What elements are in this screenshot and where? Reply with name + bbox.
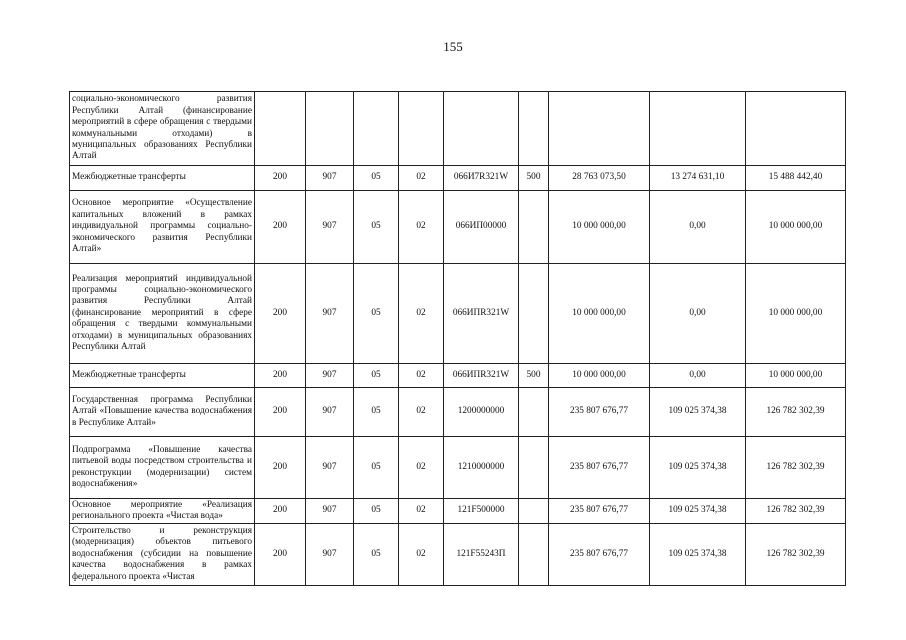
cell-sum-1: 235 807 676,77 <box>549 437 650 499</box>
cell-code-1: 200 <box>255 264 306 364</box>
cell-expense-type <box>519 92 549 166</box>
cell-sum-3: 10 000 000,00 <box>746 191 846 264</box>
cell-code-1: 200 <box>255 364 306 388</box>
cell-sum-2: 109 025 374,38 <box>650 524 746 586</box>
cell-sum-2: 0,00 <box>650 364 746 388</box>
cell-code-4: 02 <box>399 364 444 388</box>
cell-target-code: 1200000000 <box>444 388 519 437</box>
cell-sum-1: 10 000 000,00 <box>549 264 650 364</box>
table-row <box>70 264 846 364</box>
cell-sum-1: 10 000 000,00 <box>549 364 650 388</box>
cell-sum-1 <box>549 92 650 166</box>
budget-table <box>69 91 846 586</box>
table-row <box>70 364 846 388</box>
cell-sum-2 <box>650 92 746 166</box>
cell-expense-type: 500 <box>519 166 549 191</box>
cell-target-code: 121F55243П <box>444 524 519 586</box>
cell-expense-type <box>519 524 549 586</box>
cell-code-3: 05 <box>354 524 399 586</box>
cell-code-4: 02 <box>399 524 444 586</box>
cell-sum-3: 15 488 442,40 <box>746 166 846 191</box>
cell-code-2: 907 <box>306 364 354 388</box>
cell-code-3: 05 <box>354 499 399 524</box>
table-row <box>70 92 846 166</box>
cell-sum-3: 10 000 000,00 <box>746 364 846 388</box>
cell-expense-type: 500 <box>519 364 549 388</box>
cell-code-1: 200 <box>255 388 306 437</box>
cell-code-4: 02 <box>399 437 444 499</box>
cell-code-2: 907 <box>306 524 354 586</box>
cell-code-3: 05 <box>354 364 399 388</box>
cell-sum-1: 235 807 676,77 <box>549 524 650 586</box>
row-name: Основное мероприятие «Осуществление капитальных вложений в рамках индивидуальной программы социально-экономического развития Республики Алтай» <box>70 191 255 264</box>
cell-code-4: 02 <box>399 499 444 524</box>
cell-expense-type <box>519 388 549 437</box>
cell-code-1: 200 <box>255 437 306 499</box>
cell-code-3: 05 <box>354 264 399 364</box>
cell-code-4: 02 <box>399 191 444 264</box>
cell-code-4 <box>399 92 444 166</box>
cell-target-code: 066ИПR321W <box>444 364 519 388</box>
cell-code-3: 05 <box>354 437 399 499</box>
cell-sum-2: 109 025 374,38 <box>650 499 746 524</box>
cell-target-code <box>444 92 519 166</box>
cell-expense-type <box>519 437 549 499</box>
cell-sum-3: 10 000 000,00 <box>746 264 846 364</box>
cell-code-4: 02 <box>399 264 444 364</box>
cell-code-4: 02 <box>399 388 444 437</box>
row-name: Государственная программа Республики Алтай «Повышение качества водоснабжения в Республике Алтай» <box>70 388 255 437</box>
cell-code-3: 05 <box>354 388 399 437</box>
cell-code-1: 200 <box>255 191 306 264</box>
table-row <box>70 166 846 191</box>
row-name: социально-экономического развития Республики Алтай (финансирование мероприятий в сфере обращения с твердыми коммунальными отходами) в муниципальных образованиях Республики Алтай <box>70 92 255 166</box>
cell-code-2: 907 <box>306 191 354 264</box>
cell-code-2: 907 <box>306 499 354 524</box>
cell-sum-1: 235 807 676,77 <box>549 499 650 524</box>
cell-sum-2: 109 025 374,38 <box>650 437 746 499</box>
table-row <box>70 388 846 437</box>
cell-sum-1: 10 000 000,00 <box>549 191 650 264</box>
cell-sum-2: 0,00 <box>650 191 746 264</box>
table-row <box>70 191 846 264</box>
cell-code-2: 907 <box>306 264 354 364</box>
row-name: Реализация мероприятий индивидуальной программы социально-экономического развития Республики Алтай (финансирование мероприятий в сфере обращения с твердыми коммунальными отходами) в муниципальных образованиях Республики Алтай <box>70 264 255 364</box>
cell-target-code: 066ИП00000 <box>444 191 519 264</box>
cell-expense-type <box>519 264 549 364</box>
row-name: Межбюджетные трансферты <box>70 364 255 388</box>
table-row <box>70 524 846 586</box>
row-name: Строительство и реконструкция (модернизация) объектов питьевого водоснабжения (субсидии на повышение качества водоснабжения в рамках федерального проекта «Чистая <box>70 524 255 586</box>
table-row <box>70 437 846 499</box>
cell-code-2 <box>306 92 354 166</box>
cell-code-3: 05 <box>354 166 399 191</box>
cell-target-code: 066И7R321W <box>444 166 519 191</box>
cell-sum-1: 28 763 073,50 <box>549 166 650 191</box>
cell-code-4: 02 <box>399 166 444 191</box>
row-name: Основное мероприятие «Реализация регионального проекта «Чистая вода» <box>70 499 255 524</box>
cell-expense-type <box>519 499 549 524</box>
cell-sum-2: 0,00 <box>650 264 746 364</box>
cell-code-1: 200 <box>255 524 306 586</box>
cell-code-1 <box>255 92 306 166</box>
cell-code-2: 907 <box>306 388 354 437</box>
cell-sum-3 <box>746 92 846 166</box>
cell-sum-3: 126 782 302,39 <box>746 524 846 586</box>
cell-sum-3: 126 782 302,39 <box>746 388 846 437</box>
cell-sum-3: 126 782 302,39 <box>746 437 846 499</box>
row-name: Межбюджетные трансферты <box>70 166 255 191</box>
cell-code-2: 907 <box>306 437 354 499</box>
cell-sum-2: 109 025 374,38 <box>650 388 746 437</box>
cell-sum-3: 126 782 302,39 <box>746 499 846 524</box>
table-row <box>70 499 846 524</box>
cell-sum-1: 235 807 676,77 <box>549 388 650 437</box>
cell-sum-2: 13 274 631,10 <box>650 166 746 191</box>
cell-target-code: 1210000000 <box>444 437 519 499</box>
cell-expense-type <box>519 191 549 264</box>
cell-target-code: 121F500000 <box>444 499 519 524</box>
page-number: 155 <box>443 39 463 54</box>
row-name: Подпрограмма «Повышение качества питьевой воды посредством строительства и реконструкции (модернизации) систем водоснабжения» <box>70 437 255 499</box>
cell-code-2: 907 <box>306 166 354 191</box>
cell-code-1: 200 <box>255 166 306 191</box>
cell-code-3 <box>354 92 399 166</box>
cell-code-1: 200 <box>255 499 306 524</box>
cell-code-3: 05 <box>354 191 399 264</box>
cell-target-code: 066ИПR321W <box>444 264 519 364</box>
